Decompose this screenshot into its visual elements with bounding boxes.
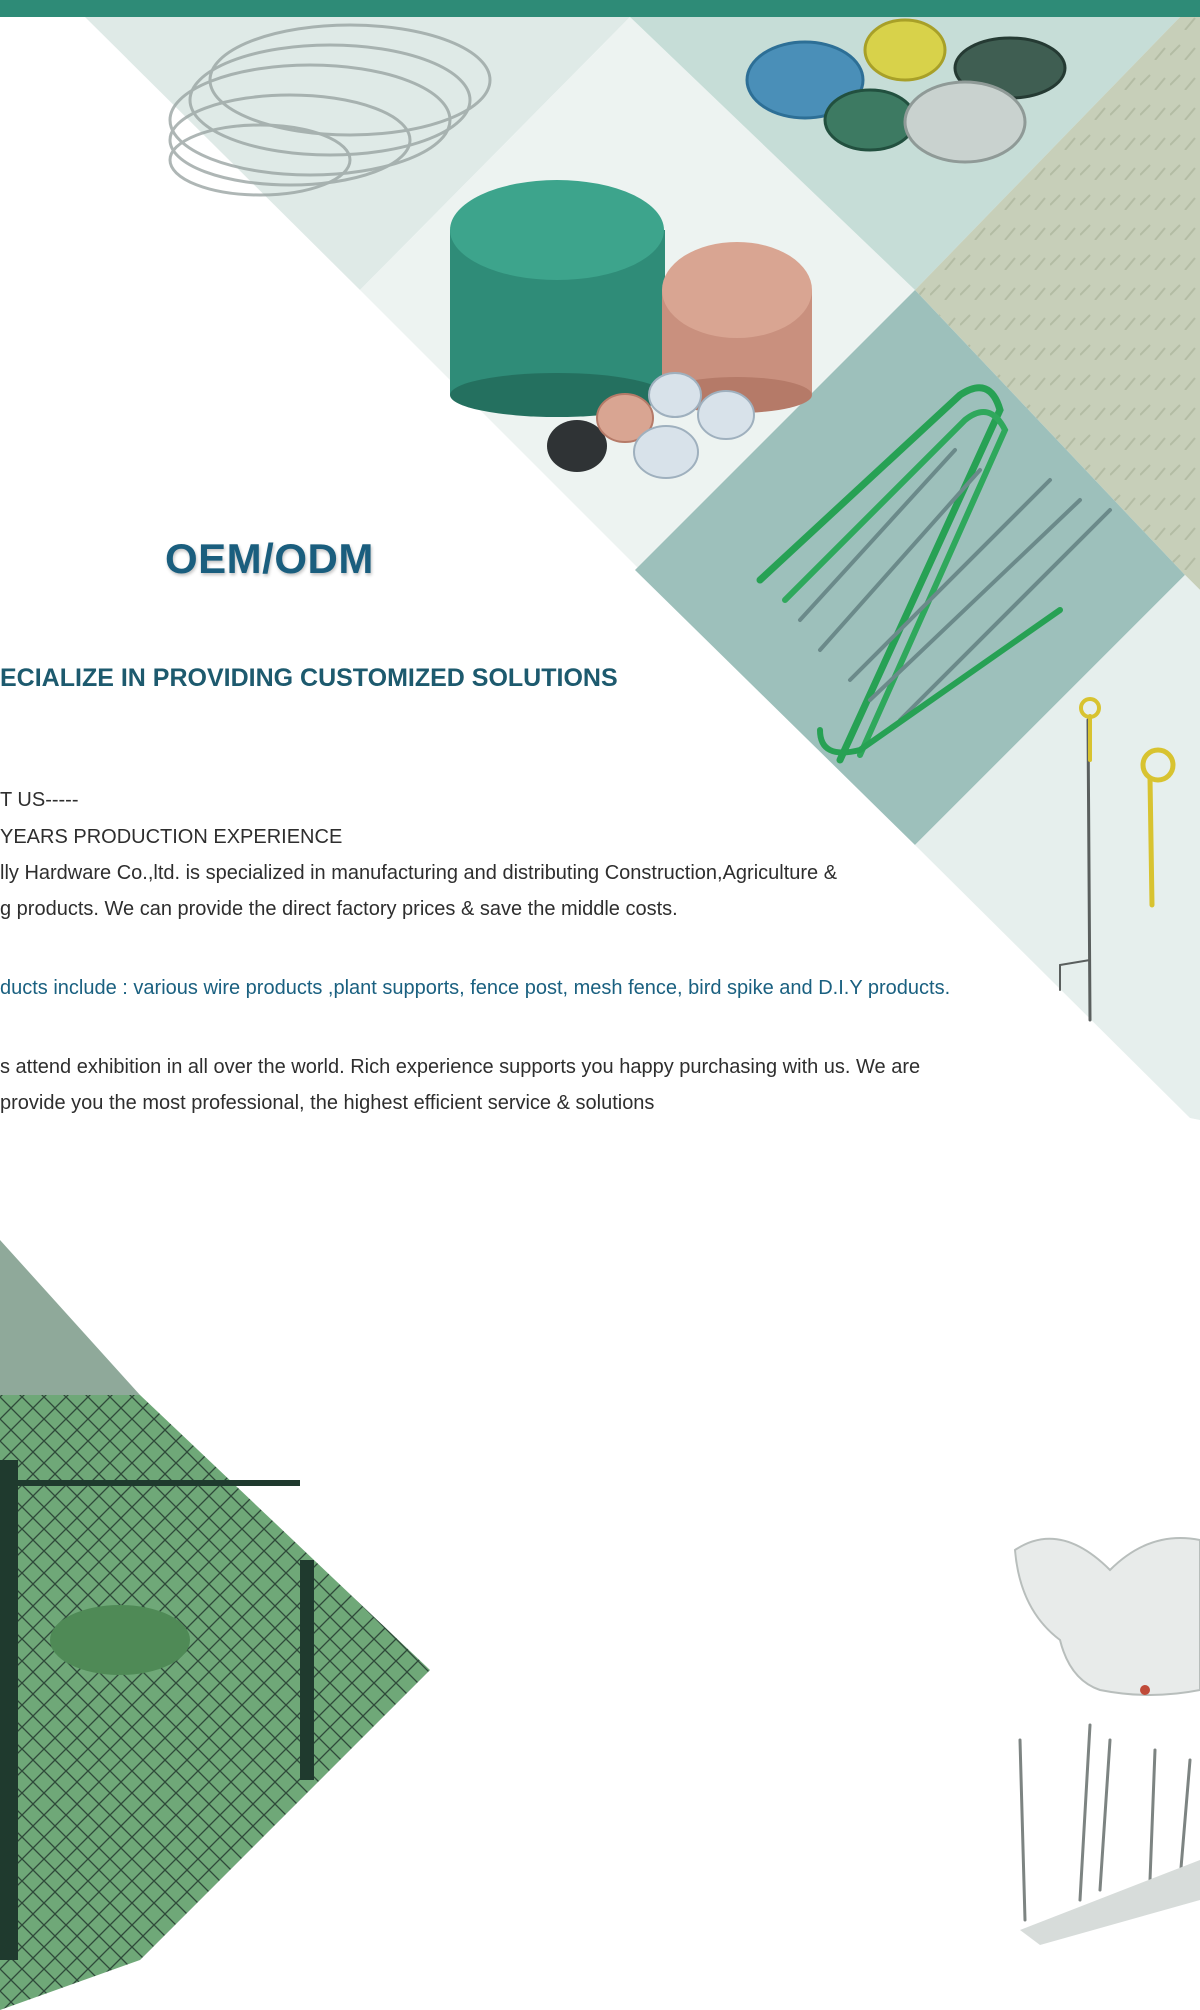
pricing-line: g products. We can provide the direct factory prices & save the middle costs. bbox=[0, 898, 678, 920]
service-line: provide you the most professional, the highest efficient service & solutions bbox=[0, 1092, 655, 1114]
chain-link-fence-image bbox=[0, 1240, 430, 2010]
exhibition-line: s attend exhibition in all over the world. Rich experience supports you happy purchasing with us. We are bbox=[0, 1056, 921, 1078]
experience-line: YEARS PRODUCTION EXPERIENCE bbox=[0, 826, 343, 848]
page-title: OEM/ODM bbox=[165, 535, 374, 582]
about-us-label: T US----- bbox=[0, 789, 79, 811]
products-line: ducts include : various wire products ,plant supports, fence post, mesh fence, bird spike and D.I.Y products. bbox=[0, 977, 951, 999]
company-intro-line: lly Hardware Co.,ltd. is specialized in manufacturing and distributing Construction,Agriculture & bbox=[0, 862, 838, 884]
bird-spike-image bbox=[1015, 1538, 1200, 1945]
section-subheading: ECIALIZE IN PROVIDING CUSTOMIZED SOLUTIONS bbox=[0, 664, 618, 692]
